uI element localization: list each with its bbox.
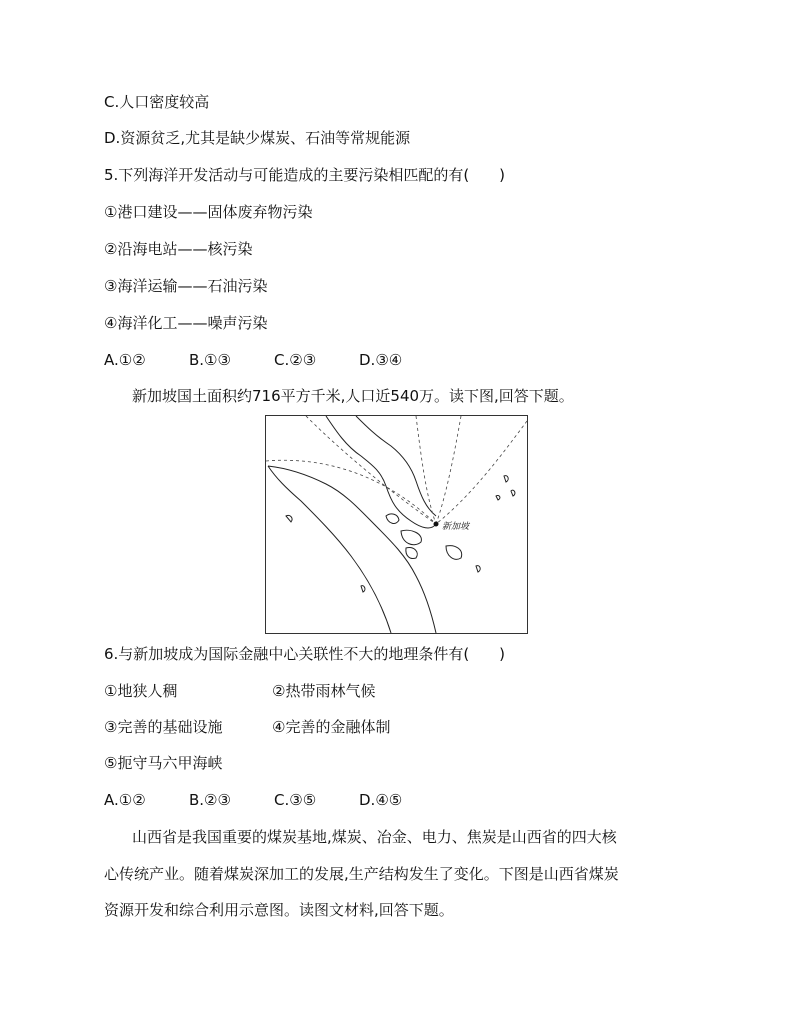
- q6-item: ④完善的金融体制: [272, 718, 391, 736]
- q6-item: ⑤扼守马六甲海峡: [104, 754, 223, 772]
- q5-option-b: B.①③: [189, 351, 231, 369]
- q5-item: ①港口建设——固体废弃物污染: [104, 203, 313, 221]
- shipping-route: [416, 416, 436, 524]
- map-drawing: [266, 416, 527, 633]
- shanxi-intro-line: 山西省是我国重要的煤炭基地,煤炭、冶金、电力、焦炭是山西省的四大核: [132, 828, 617, 846]
- shipping-route: [306, 416, 436, 524]
- shipping-route: [436, 416, 461, 524]
- malay-peninsula-coast: [326, 416, 436, 528]
- q6-items-row2: [104, 717, 390, 737]
- shanxi-intro-line: 心传统产业。随着煤炭深加工的发展,生产结构发生了变化。下图是山西省煤炭: [104, 865, 619, 883]
- q6-item: ②热带雨林气候: [272, 682, 376, 700]
- singapore-map: [265, 415, 528, 634]
- q5-item: ②沿海电站——核污染: [104, 240, 253, 258]
- q6-option-d: D.④⑤: [359, 791, 403, 809]
- q6-option-c: C.③⑤: [274, 791, 317, 809]
- shipping-route: [436, 421, 527, 524]
- q5-options: [104, 350, 402, 370]
- q5-option-d: D.③④: [359, 351, 403, 369]
- q5-item: ④海洋化工——噪声污染: [104, 314, 268, 332]
- q5-option-c: C.②③: [274, 351, 317, 369]
- q6-option-a: A.①②: [104, 791, 146, 809]
- q5-option-a: A.①②: [104, 351, 146, 369]
- q6-options: [104, 790, 402, 810]
- q6-stem: 6.与新加坡成为国际金融中心关联性不大的地理条件有( ): [104, 645, 506, 663]
- q6-items-row1: [104, 681, 375, 701]
- q5-item: ③海洋运输——石油污染: [104, 277, 268, 295]
- islands: [286, 476, 515, 592]
- q4-option-d: D.资源贫乏,尤其是缺少煤炭、石油等常规能源: [104, 129, 411, 147]
- shanxi-intro-line: 资源开发和综合利用示意图。读图文材料,回答下题。: [104, 901, 454, 919]
- sumatra-coast: [268, 466, 436, 633]
- q6-item: ③完善的基础设施: [104, 718, 223, 736]
- singapore-intro: 新加坡国土面积约716平方千米,人口近540万。读下图,回答下题。: [132, 387, 574, 405]
- singapore-marker: [434, 522, 439, 527]
- singapore-label: 新加坡: [442, 522, 470, 532]
- riau-islands: [401, 530, 421, 558]
- q5-stem: 5.下列海洋开发活动与可能造成的主要污染相匹配的有( ): [104, 166, 506, 184]
- q6-option-b: B.②③: [189, 791, 231, 809]
- q6-item: ①地狭人稠: [104, 682, 178, 700]
- q4-option-c: C.人口密度较高: [104, 93, 210, 111]
